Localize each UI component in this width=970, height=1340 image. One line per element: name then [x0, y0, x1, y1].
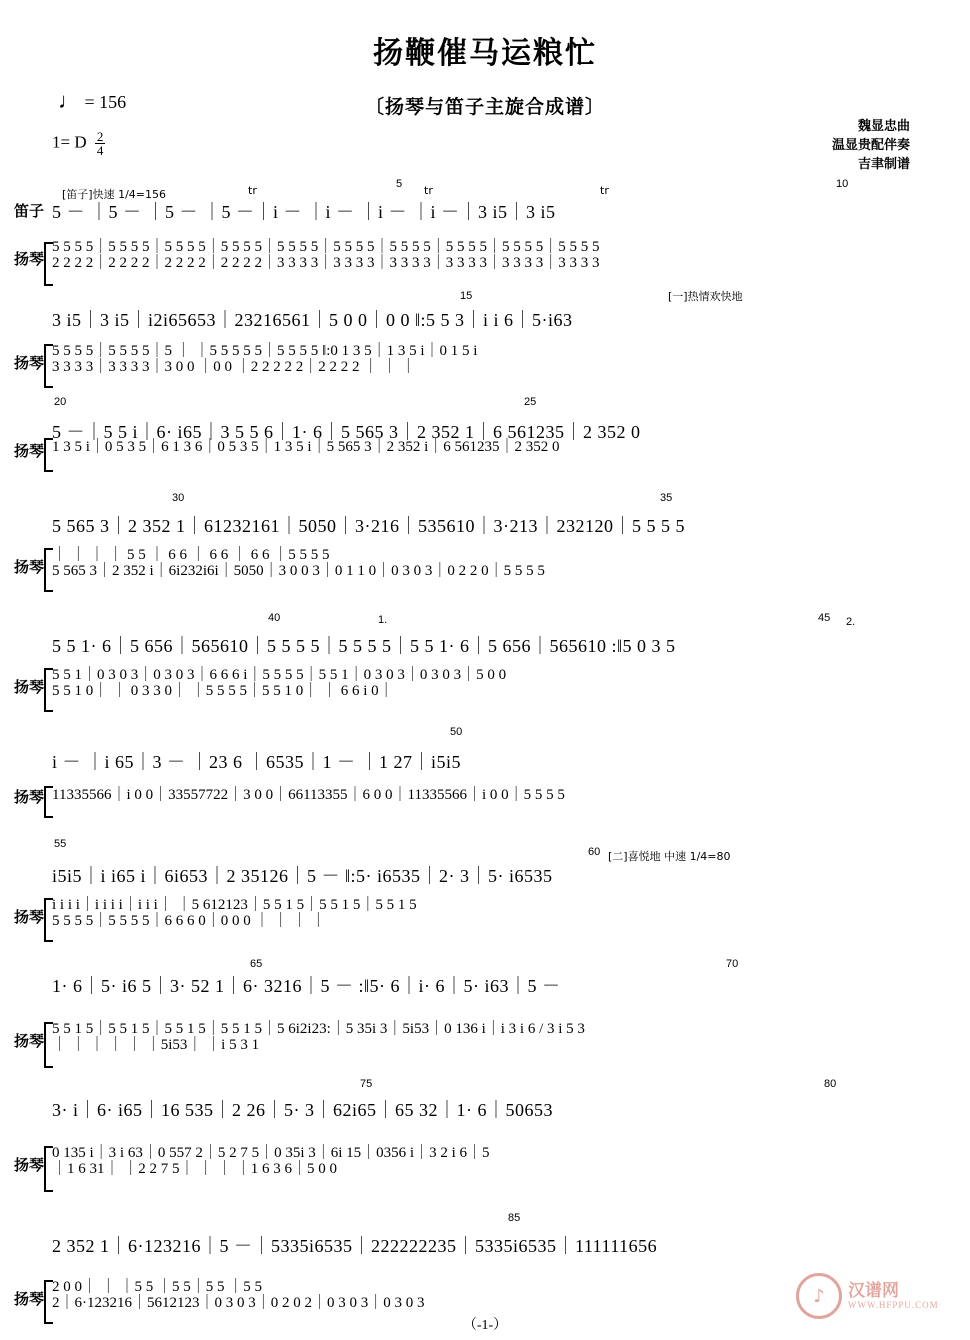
bar-number-30: 30	[172, 492, 185, 504]
accomp-upper-4: ｜ ｜ ｜ ｜ 5 5 ｜ 6 6 ｜ 6 6 ｜ 6 6 ｜5 5 5 5	[52, 547, 330, 563]
instrument-label-yangqin-8: 扬琴	[14, 1032, 45, 1050]
tempo-value: = 156	[84, 92, 127, 112]
page-subtitle: 〔扬琴与笛子主旋合成谱〕	[364, 96, 605, 118]
accomp-upper-7: i i i i｜i i i i｜i i i｜ ｜5 612123｜5 5 1 5｜5 5 1 5｜5 5 1 5	[52, 897, 417, 913]
accomp-line-6	[52, 788, 565, 804]
accomp-upper-6: 11335566｜i 0 0｜33557722｜3 0 0｜66113355｜6 0 0｜11335566｜i 0 0｜5 5 5 5	[52, 787, 565, 803]
bar-number-60: 60	[588, 846, 601, 858]
cue-section-one: [一]热情欢快地	[668, 290, 743, 303]
accomp-lower-2: 3 3 3 3｜3 3 3 3｜3 0 0 ｜0 0 ｜2 2 2 2 2｜2 2 2 2 ｜ ｜ ｜	[52, 358, 416, 375]
key-label: 1= D	[52, 132, 87, 152]
accomp-lower-1: 2 2 2 2｜2 2 2 2｜2 2 2 2｜2 2 2 2｜3 3 3 3｜3 3 3 3｜3 3 3 3｜3 3 3 3｜3 3 3 3｜3 3 3 3	[52, 254, 600, 271]
credit-arranger: 温显贵配伴奏	[831, 137, 910, 153]
bar-number-65: 65	[250, 958, 263, 970]
time-denominator: 4	[96, 143, 104, 158]
accomp-upper-5: 5 5 1｜0 3 0 3｜0 3 0 3｜6 6 6 i｜5 5 5 5｜5 5 1｜0 3 0 3｜0 3 0 3｜5 0 0	[52, 667, 507, 683]
credits	[832, 118, 910, 175]
bar-number-45: 45	[818, 612, 831, 624]
accomp-line-8	[52, 1022, 585, 1054]
credit-engraver: 吉聿制谱	[857, 156, 910, 172]
accomp-line-2	[52, 344, 477, 376]
trill-mark-2: tr	[424, 184, 433, 197]
melody-line-3: 5 －｜5 5 i｜6· i65｜3 5 5 6｜1· 6｜5 565 3｜2 352 1｜6 561235｜2 352 0	[52, 422, 641, 442]
bar-number-50: 50	[450, 726, 463, 738]
page-number: （-1-）	[462, 1318, 508, 1333]
bar-number-35: 35	[660, 492, 673, 504]
accomp-lower-4: 5 565 3｜2 352 i｜6i232i6i｜5050｜3 0 0 3｜0 1 1 0｜0 3 0 3｜0 2 2 0｜5 5 5 5	[52, 562, 545, 579]
accomp-lower-9: ｜1 6 31｜ ｜2 2 7 5｜ ｜ ｜ ｜1 6 3 6｜5 0 0	[52, 1160, 338, 1177]
instrument-label-yangqin-3: 扬琴	[14, 442, 45, 460]
watermark-url: WWW.HFPPU.COM	[848, 1300, 939, 1311]
bar-number-80: 80	[824, 1078, 837, 1090]
accomp-lower-5: 5 5 1 0｜ ｜ 0 3 3 0｜ ｜5 5 5 5｜5 5 1 0｜ ｜ 6 6 i 0｜	[52, 682, 394, 699]
credit-composer: 魏显忠曲	[857, 119, 910, 134]
trill-mark-3: tr	[600, 184, 609, 197]
melody-line-1: 5 － ｜5 － ｜5 － ｜5 －｜i － ｜i － ｜i － ｜i －｜3 i5｜3 i5	[52, 202, 556, 222]
accomp-upper-3: 1 3 5 i｜0 5 3 5｜6 1 3 6｜0 5 3 5｜1 3 5 i｜5 565 3｜2 352 i｜6 561235｜2 352 0	[52, 439, 560, 455]
ending-second: 2.	[846, 616, 856, 628]
watermark-logo-icon: ♪	[796, 1273, 842, 1319]
bar-number-20: 20	[54, 396, 67, 408]
bar-number-75: 75	[360, 1078, 373, 1090]
key-signature	[52, 130, 105, 157]
instrument-label-yangqin-10: 扬琴	[14, 1290, 45, 1308]
accomp-upper-2: 5 5 5 5｜5 5 5 5｜5 ｜ ｜5 5 5 5 5｜5 5 5 5 ‖:0 1 3 5｜1 3 5 i｜0 1 5 i	[52, 343, 478, 359]
instrument-label-dizi: 笛子	[14, 202, 45, 220]
time-numerator: 2	[96, 129, 104, 144]
bar-number-10: 10	[836, 178, 849, 190]
instrument-label-yangqin-1: 扬琴	[14, 250, 45, 268]
cue-section-two: [二]喜悦地 中速 1/4=80	[608, 850, 731, 863]
melody-line-8: 1· 6｜5· i6 5｜3· 52 1｜6· 3216｜5 － :‖5· 6｜i· 6｜5· i63｜5 －	[52, 976, 561, 996]
instrument-label-yangqin-4: 扬琴	[14, 558, 45, 576]
accomp-line-4	[52, 548, 545, 580]
accomp-lower-7: 5 5 5 5｜5 5 5 5｜6 6 6 0｜0 0 0 ｜ ｜ ｜ ｜	[52, 912, 326, 929]
melody-line-6: i － ｜i 65｜3 － ｜23 6 ｜6535｜1 － ｜1 27｜i5i5	[52, 752, 462, 772]
quarter-note-icon: ♩	[58, 88, 80, 113]
instrument-label-yangqin-9: 扬琴	[14, 1156, 45, 1174]
melody-line-4: 5 565 3｜2 352 1｜61232161｜5050｜3·216｜535610｜3·213｜232120｜5 5 5 5	[52, 516, 685, 536]
bar-number-40: 40	[268, 612, 281, 624]
melody-line-10: 2 352 1｜6·123216｜5 －｜5335i6535｜222222235｜5335i6535｜111111656	[52, 1236, 658, 1256]
accomp-line-1	[52, 240, 600, 272]
accomp-upper-10: 2 0 0｜ ｜ ｜5 5 ｜5 5｜5 5 ｜5 5	[52, 1279, 263, 1295]
accomp-lower-8: ｜ ｜ ｜ ｜ ｜ ｜5i53｜ ｜i 5 3 1	[52, 1036, 260, 1053]
instrument-label-yangqin-7: 扬琴	[14, 908, 45, 926]
bar-number-85: 85	[508, 1212, 521, 1224]
accomp-line-5	[52, 668, 506, 700]
tempo-marking	[58, 88, 126, 114]
accomp-upper-8: 5 5 1 5｜5 5 1 5｜5 5 1 5｜5 5 1 5｜5 6i2i23:｜5 35i 3｜5i53｜0 136 i｜i 3 i 6 / 3 i 5 3	[52, 1021, 585, 1037]
instrument-label-yangqin-5: 扬琴	[14, 678, 45, 696]
instrument-label-yangqin-6: 扬琴	[14, 788, 45, 806]
bar-number-25: 25	[524, 396, 537, 408]
accomp-line-7	[52, 898, 417, 930]
accomp-upper-9: 0 135 i｜3 i 63｜0 557 2｜5 2 7 5｜0 35i 3｜6i 15｜0356 i｜3 2 i 6｜5	[52, 1145, 490, 1161]
accomp-lower-10: 2｜6·123216｜5612123｜0 3 0 3｜0 2 0 2｜0 3 0 3｜0 3 0 3	[52, 1294, 425, 1311]
watermark-name: 汉谱网	[848, 1280, 899, 1301]
instrument-label-yangqin-2: 扬琴	[14, 354, 45, 372]
melody-line-5: 5 5 1· 6｜5 656｜565610｜5 5 5 5｜5 5 5 5｜5 5 1· 6｜5 656｜565610 :‖5 0 3 5	[52, 636, 676, 656]
ending-first: 1.	[378, 614, 388, 626]
melody-line-7: i5i5｜i i65 i｜6i653｜2 35126｜5 － ‖:5· i6535｜2· 3｜5· i6535	[52, 866, 553, 886]
time-signature	[95, 130, 106, 157]
accomp-line-9	[52, 1146, 490, 1178]
melody-line-9: 3· i｜6· i65｜16 535｜2 26｜5· 3｜62i65｜65 32｜1· 6｜50653	[52, 1100, 553, 1120]
page-title: 扬鞭催马运粮忙	[373, 36, 597, 71]
accomp-line-10	[52, 1280, 425, 1312]
bar-number-70: 70	[726, 958, 739, 970]
cue-dizi-fast: [笛子]快速 1/4=156	[62, 188, 166, 201]
accomp-upper-1: 5 5 5 5｜5 5 5 5｜5 5 5 5｜5 5 5 5｜5 5 5 5｜5 5 5 5｜5 5 5 5｜5 5 5 5｜5 5 5 5｜5 5 5 5	[52, 239, 600, 255]
melody-line-2: 3 i5｜3 i5｜i2i65653｜23216561｜5 0 0｜0 0 ‖:5 5 3｜i i 6｜5·i63	[52, 310, 573, 330]
bar-number-15: 15	[460, 290, 473, 302]
bar-number-55: 55	[54, 838, 67, 850]
bar-number-5: 5	[396, 178, 403, 190]
accomp-line-3	[52, 440, 560, 456]
trill-mark-1: tr	[248, 184, 257, 197]
